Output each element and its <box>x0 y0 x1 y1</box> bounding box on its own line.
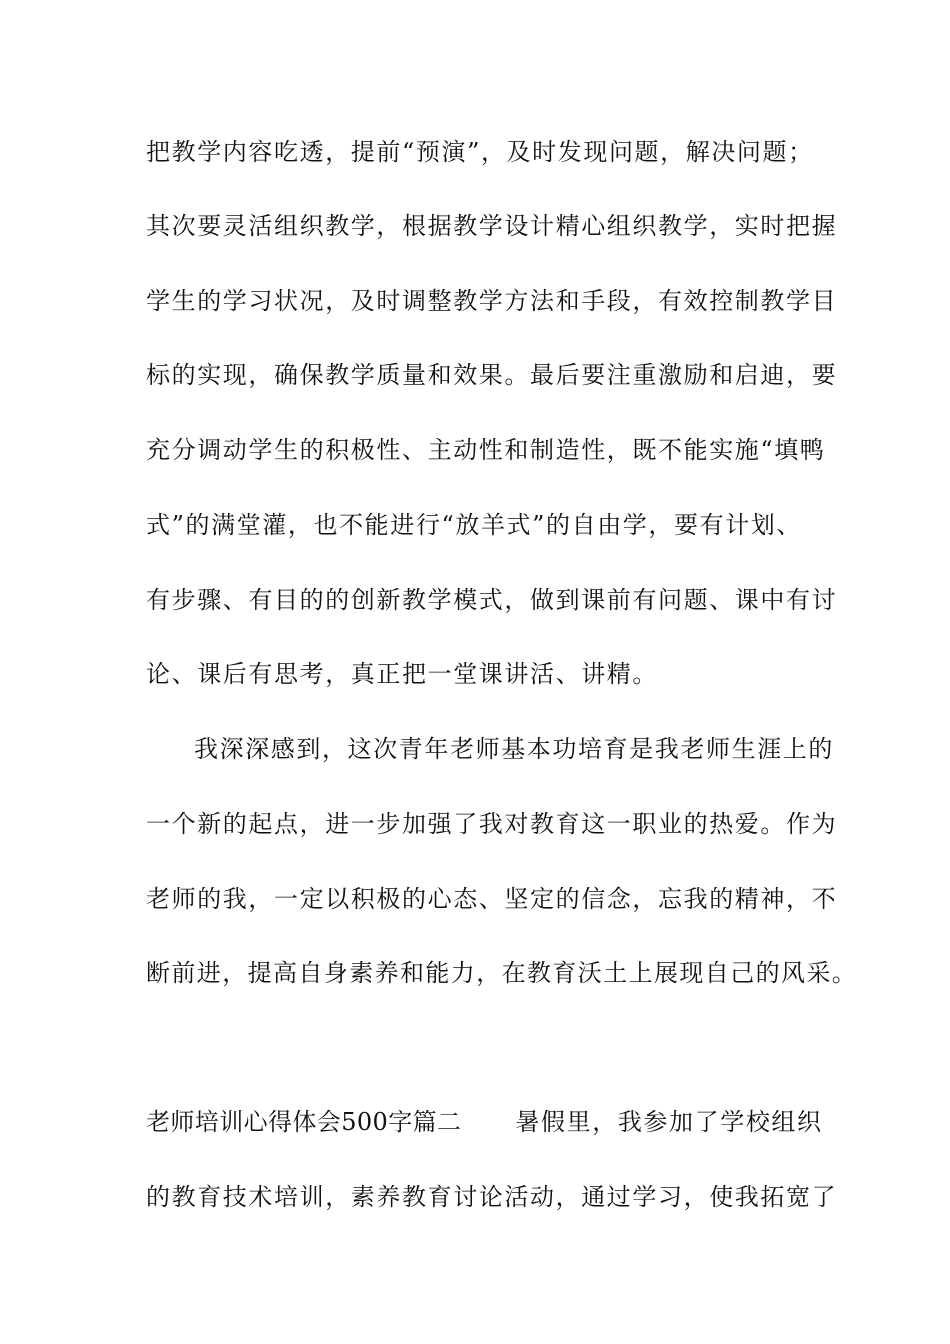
paragraph-line: 的教育技术培训，素养教育讨论活动，通过学习，使我拓宽了 <box>146 1183 838 1211</box>
paragraph-line: 学生的学习状况，及时调整教学方法和手段，有效控制教学目 <box>146 287 838 315</box>
paragraph-line: 把教学内容吃透，提前“预演”，及时发现问题，解决问题； <box>146 138 814 166</box>
paragraph-line: 有步骤、有目的的创新教学模式，做到课前有问题、课中有讨 <box>146 586 838 614</box>
section-heading-line <box>146 1107 826 1137</box>
paragraph-line: 其次要灵活组织教学，根据教学设计精心组织教学，实时把握 <box>146 212 838 240</box>
paragraph-line: 论、课后有思考，真正把一堂课讲活、讲精。 <box>146 660 658 688</box>
paragraph-line: 充分调动学生的积极性、主动性和制造性，既不能实施“填鸭 <box>146 436 826 464</box>
paragraph-line: 标的实现，确保教学质量和效果。最后要注重激励和启迪，要 <box>146 361 838 389</box>
paragraph-line: 式”的满堂灌，也不能进行“放羊式”的自由学，要有计划、 <box>146 511 803 539</box>
paragraph-line: 老师的我，一定以积极的心态、坚定的信念，忘我的精神，不 <box>146 885 838 913</box>
paragraph-line: 暑假里，我参加了学校组织 <box>515 1108 823 1136</box>
paragraph-line: 我深深感到，这次青年老师基本功培育是我老师生涯上的 <box>194 735 834 763</box>
paragraph-line: 一个新的起点，进一步加强了我对教育这一职业的热爱。作为 <box>146 810 838 838</box>
paragraph-line: 断前进，提高自身素养和能力，在教育沃土上展现自己的风采。 <box>146 959 858 987</box>
section-heading: 老师培训心得体会500字篇二 <box>146 1108 462 1136</box>
